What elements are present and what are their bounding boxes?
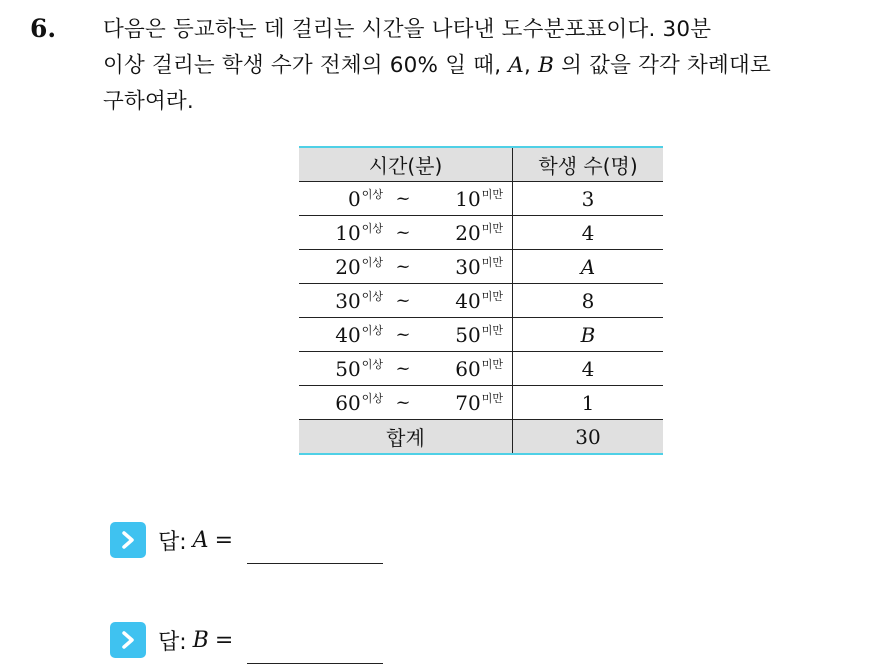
table-total-row	[299, 420, 663, 455]
question-number: 6.	[30, 14, 57, 43]
range-tilde: ~	[395, 256, 411, 277]
range-high: $70^{미만}$	[455, 391, 503, 415]
range-low: $30^{이상}$	[335, 289, 383, 313]
range-tilde: ~	[395, 188, 411, 209]
count-cell: 4	[513, 352, 664, 386]
table-row	[299, 250, 663, 284]
question-line-3: 구하여라.	[103, 89, 194, 114]
var-b: B	[538, 53, 555, 78]
header-count: 학생 수(명)	[513, 147, 664, 182]
range-tilde: ~	[395, 392, 411, 413]
question-line-2-start: 이상 걸리는 학생 수가 전체의 60% 일 때,	[103, 53, 509, 78]
range-low-suffix: 이상	[361, 222, 383, 235]
table-row	[299, 216, 663, 250]
range-tilde: ~	[395, 324, 411, 345]
range-tilde: ~	[395, 222, 411, 243]
range-low-suffix: 이상	[361, 358, 383, 371]
answer-label: 답:	[158, 629, 187, 655]
count-cell: 1	[513, 386, 664, 420]
answer-blank[interactable]	[247, 641, 383, 664]
range-high-suffix: 미만	[481, 290, 503, 303]
count-cell: 3	[513, 182, 664, 216]
range-high-suffix: 미만	[481, 222, 503, 235]
range-high: $10^{미만}$	[455, 187, 503, 211]
range-low-suffix: 이상	[361, 324, 383, 337]
answer-equals: =	[214, 627, 234, 653]
table-row	[299, 318, 663, 352]
answer-variable: A	[192, 527, 209, 553]
range-high-suffix: 미만	[481, 256, 503, 269]
range-low: $60^{이상}$	[335, 391, 383, 415]
chevron-right-icon	[110, 522, 146, 558]
range-low: $20^{이상}$	[335, 255, 383, 279]
range-low-suffix: 이상	[361, 290, 383, 303]
range-high-suffix: 미만	[481, 188, 503, 201]
table-row	[299, 182, 663, 216]
range-high: $30^{미만}$	[455, 255, 503, 279]
range-high: $20^{미만}$	[455, 221, 503, 245]
chevron-right-icon	[110, 622, 146, 658]
range-tilde: ~	[395, 290, 411, 311]
count-cell: 4	[513, 216, 664, 250]
header-time: 시간(분)	[299, 147, 513, 182]
frequency-table	[299, 146, 663, 455]
total-value: 30	[513, 420, 664, 455]
question-line-2	[103, 48, 873, 84]
count-cell: B	[513, 318, 664, 352]
range-high: $60^{미만}$	[455, 357, 503, 381]
range-low-suffix: 이상	[361, 256, 383, 269]
time-range-cell	[299, 318, 513, 352]
answer-b	[110, 620, 383, 660]
time-range-cell	[299, 352, 513, 386]
count-cell: 8	[513, 284, 664, 318]
time-range-cell	[299, 182, 513, 216]
range-low: $0^{이상}$	[348, 187, 383, 211]
question-line-2-end: 의 값을 각각 차례대로	[554, 53, 771, 78]
question-line-1: 다음은 등교하는 데 걸리는 시간을 나타낸 도수분포표이다. 30분	[103, 17, 712, 42]
range-low-suffix: 이상	[361, 188, 383, 201]
range-high-suffix: 미만	[481, 358, 503, 371]
range-tilde: ~	[395, 358, 411, 379]
answer-equals: =	[214, 527, 233, 553]
time-range-cell	[299, 216, 513, 250]
range-high-suffix: 미만	[481, 392, 503, 405]
range-low: $50^{이상}$	[335, 357, 383, 381]
question-text	[103, 12, 873, 120]
answer-a	[110, 520, 383, 560]
range-low: $40^{이상}$	[335, 323, 383, 347]
table-row	[299, 352, 663, 386]
table-row	[299, 284, 663, 318]
table-header-row	[299, 147, 663, 182]
table-row	[299, 386, 663, 420]
answer-label: 답:	[158, 529, 187, 555]
time-range-cell	[299, 284, 513, 318]
total-label: 합계	[299, 420, 513, 455]
range-high: $50^{미만}$	[455, 323, 503, 347]
range-high-suffix: 미만	[481, 324, 503, 337]
count-cell: A	[513, 250, 664, 284]
comma: ,	[524, 53, 539, 78]
time-range-cell	[299, 250, 513, 284]
answer-blank[interactable]	[247, 541, 383, 564]
range-high: $40^{미만}$	[455, 289, 503, 313]
answer-variable: B	[192, 627, 209, 653]
var-a: A	[508, 53, 524, 78]
time-range-cell	[299, 386, 513, 420]
range-low-suffix: 이상	[361, 392, 383, 405]
range-low: $10^{이상}$	[335, 221, 383, 245]
